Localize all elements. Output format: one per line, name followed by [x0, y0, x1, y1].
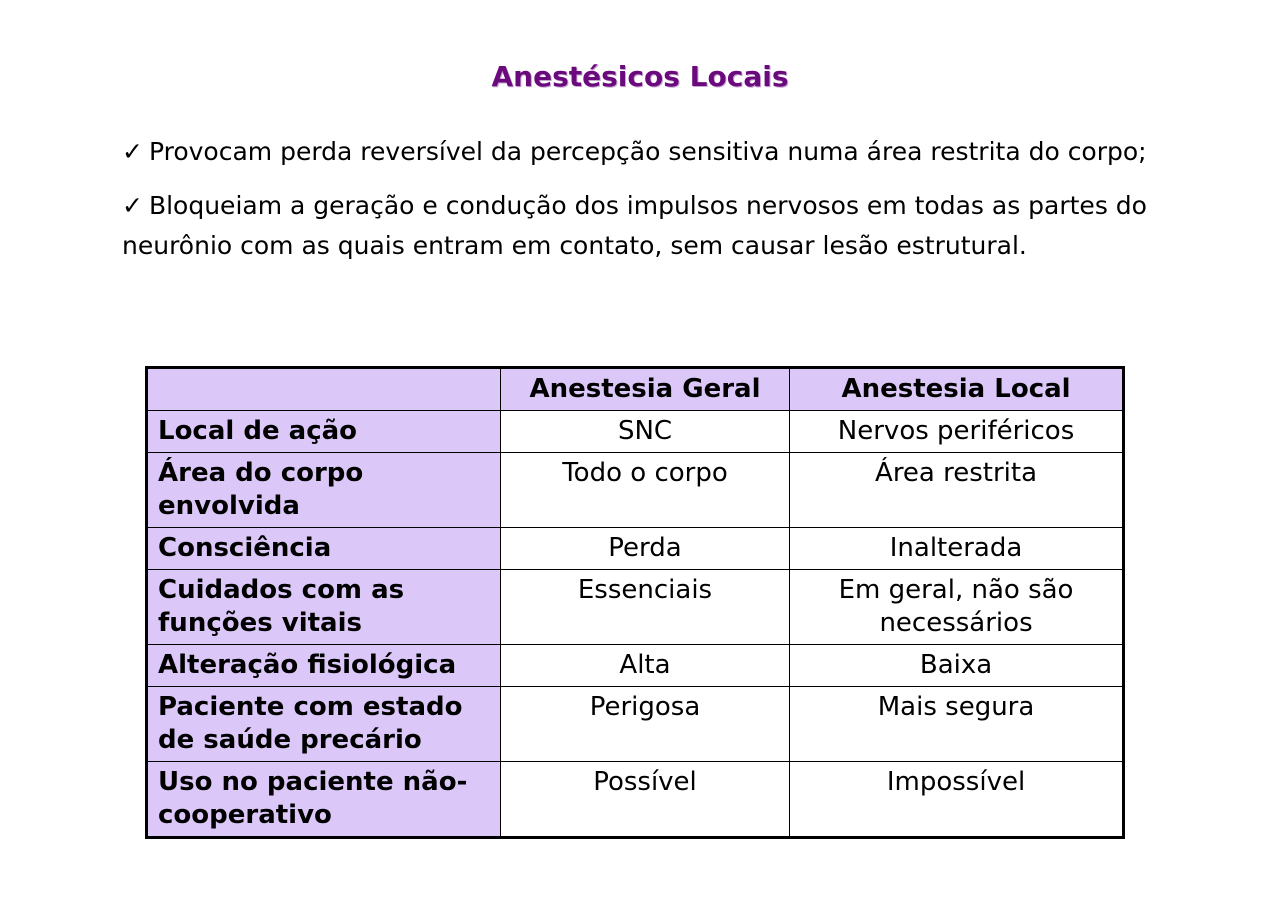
row-header-cell: Alteração fisiológica	[147, 645, 501, 687]
table-row	[147, 687, 1124, 762]
table-header-row	[147, 368, 1124, 411]
row-header-cell: Cuidados com as funções vitais	[147, 570, 501, 645]
table-cell: Mais segura	[790, 687, 1124, 762]
check-mark-icon: ✓	[122, 137, 143, 166]
table-cell: Área restrita	[790, 453, 1124, 528]
bullet-text: Bloqueiam a geração e condução dos impulsos nervosos em todas as partes do neurônio com as quais entram em contato, sem causar lesão estrutural.	[122, 191, 1147, 260]
table-cell: Perda	[500, 528, 789, 570]
row-header-cell: Consciência	[147, 528, 501, 570]
row-header-cell: Área do corpo envolvida	[147, 453, 501, 528]
table-row	[147, 528, 1124, 570]
table-cell: Impossível	[790, 762, 1124, 838]
check-mark-icon: ✓	[122, 191, 143, 220]
table-row	[147, 570, 1124, 645]
table-cell: SNC	[500, 411, 789, 453]
table-row	[147, 453, 1124, 528]
header-cell-empty	[147, 368, 501, 411]
table-row	[147, 762, 1124, 838]
row-header-cell: Local de ação	[147, 411, 501, 453]
header-cell-anestesia-geral: Anestesia Geral	[500, 368, 789, 411]
header-cell-anestesia-local: Anestesia Local	[790, 368, 1124, 411]
table-cell: Alta	[500, 645, 789, 687]
table-row	[147, 411, 1124, 453]
table-cell: Todo o corpo	[500, 453, 789, 528]
table-cell: Nervos periféricos	[790, 411, 1124, 453]
row-header-cell: Paciente com estado de saúde precário	[147, 687, 501, 762]
table-cell: Possível	[500, 762, 789, 838]
bullet-item	[122, 132, 1152, 172]
comparison-table	[145, 366, 1125, 839]
bullet-list	[122, 132, 1152, 280]
table-cell: Essenciais	[500, 570, 789, 645]
table-cell: Perigosa	[500, 687, 789, 762]
table-cell: Inalterada	[790, 528, 1124, 570]
table-cell: Em geral, não são necessários	[790, 570, 1124, 645]
table-row	[147, 645, 1124, 687]
page-title: Anestésicos Locais	[491, 60, 789, 93]
bullet-text: Provocam perda reversível da percepção sensitiva numa área restrita do corpo;	[148, 137, 1147, 166]
bullet-item	[122, 186, 1152, 266]
table-cell: Baixa	[790, 645, 1124, 687]
row-header-cell: Uso no paciente não-cooperativo	[147, 762, 501, 838]
